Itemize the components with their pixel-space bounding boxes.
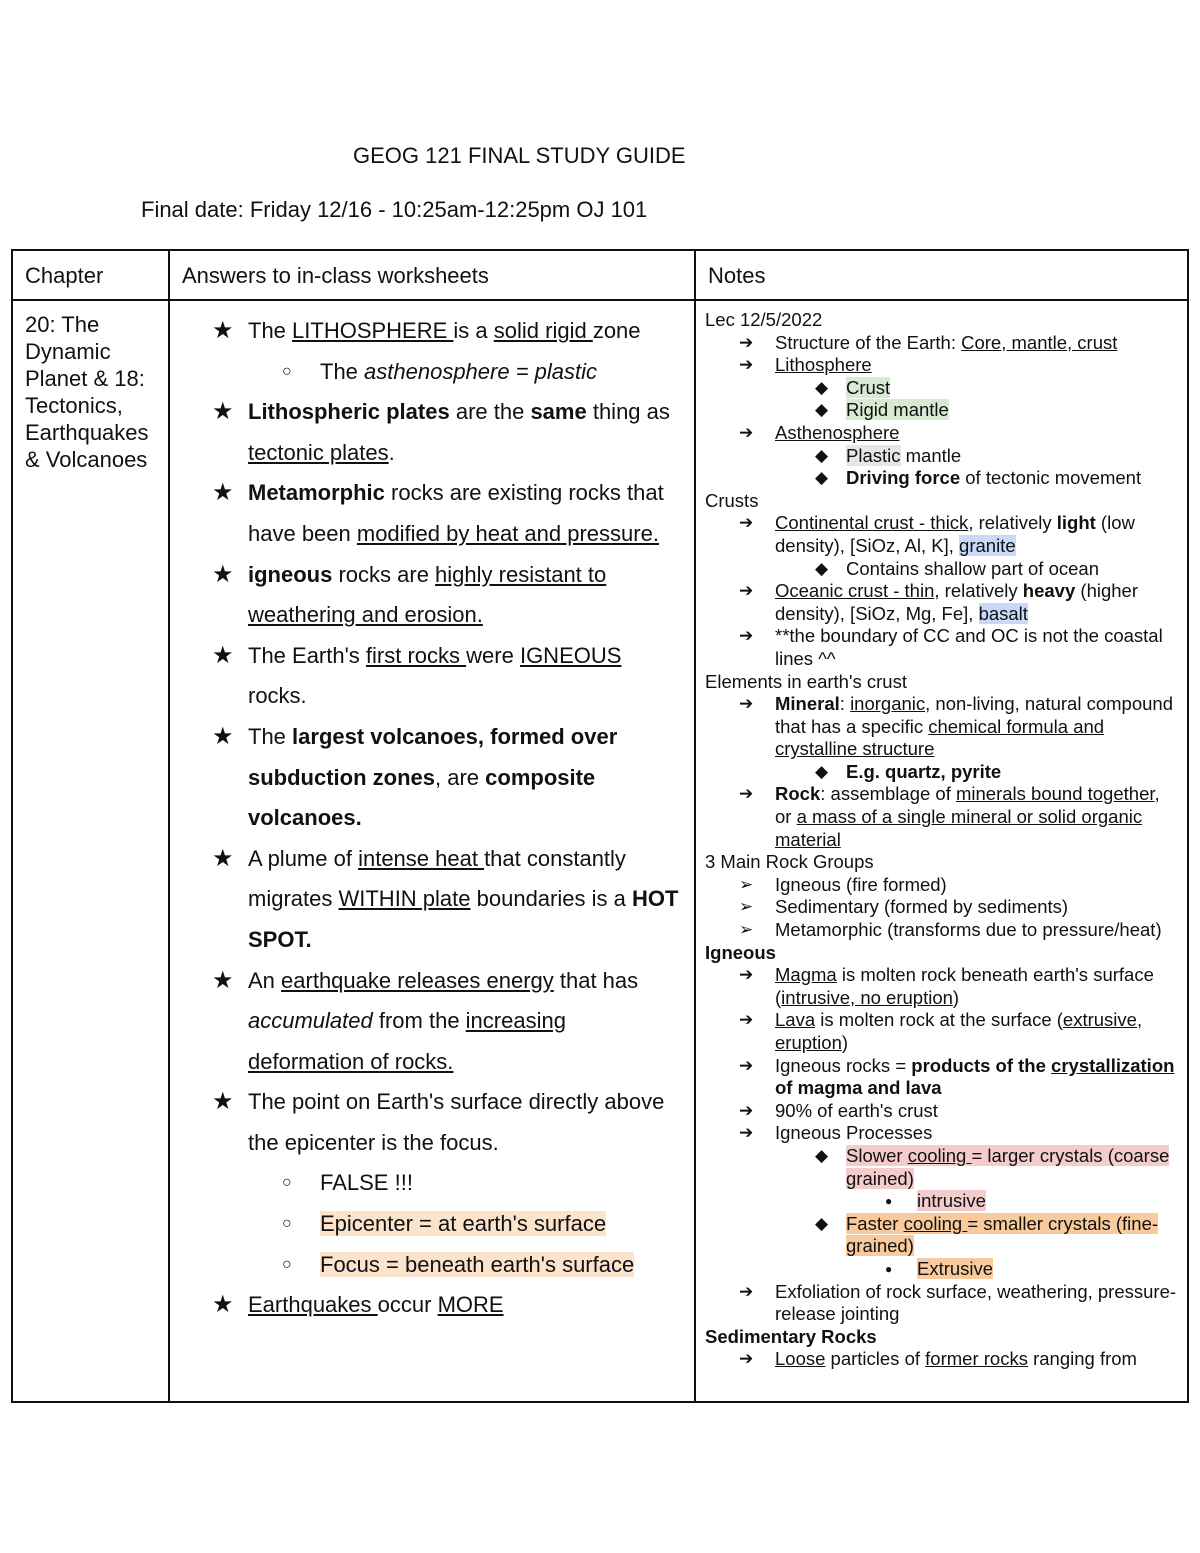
answer-first-rocks: ★ The Earth's first rocks were IGNEOUS rocks. xyxy=(170,636,684,717)
note-faster: ◆ Faster cooling = smaller crystals (fine-grained) xyxy=(705,1213,1181,1258)
note-sedimentary-heading: Sedimentary Rocks xyxy=(705,1325,877,1347)
note-loose: ➔ Loose particles of former rocks ranging from xyxy=(705,1348,1181,1371)
answer-false: ○ FALSE !!! xyxy=(170,1163,684,1204)
note-intrusive: ● intrusive xyxy=(705,1190,1181,1213)
note-slower: ◆ Slower cooling = larger crystals (coarse grained) xyxy=(705,1145,1181,1190)
answer-igneous: ★ igneous rocks are highly resistant to weathering and erosion. xyxy=(170,555,684,636)
chapter-text: 20: The Dynamic Planet & 18: Tectonics, Earthquakes & Volcanoes xyxy=(25,312,149,472)
note-structure: ➔ Structure of the Earth: Core, mantle, crust xyxy=(705,332,1181,355)
answer-focus: ★ The point on Earth's surface directly above the epicenter is the focus. xyxy=(170,1082,684,1163)
content-row xyxy=(12,300,1188,1402)
note-driving-force: ◆ Driving force of tectonic movement xyxy=(705,467,1181,490)
page-title: GEOG 121 FINAL STUDY GUIDE xyxy=(353,143,686,168)
answer-plates: ★ Lithospheric plates are the same thing as tectonic plates. xyxy=(170,392,684,473)
study-guide-table xyxy=(11,249,1189,1403)
note-oceanic: ➔ Oceanic crust - thin, relatively heavy (higher density), [SiOz, Mg, Fe], basalt xyxy=(705,580,1181,625)
note-exfoliation: ➔ Exfoliation of rock surface, weathering, pressure-release jointing xyxy=(705,1281,1181,1326)
note-lec: Lec 12/5/2022 xyxy=(705,309,823,330)
answer-epicenter: ○ Epicenter = at earth's surface xyxy=(170,1204,684,1245)
note-lithosphere: ➔ Lithosphere xyxy=(705,354,1181,377)
note-continental: ➔ Continental crust - thick, relatively light (low density), [SiOz, Al, K], granite xyxy=(705,512,1181,557)
note-group-metamorphic: ➢ Metamorphic (transforms due to pressure/heat) xyxy=(705,919,1181,942)
note-shallow: ◆ Contains shallow part of ocean xyxy=(705,558,1181,581)
note-extrusive: ● Extrusive xyxy=(705,1258,1181,1281)
note-asthenosphere: ➔ Asthenosphere xyxy=(705,422,1181,445)
notes-content xyxy=(696,301,1187,1371)
note-group-sedimentary: ➢ Sedimentary (formed by sediments) xyxy=(705,896,1181,919)
answer-focus-def: ○ Focus = beneath earth's surface xyxy=(170,1245,684,1286)
header-notes: Notes xyxy=(695,250,1188,300)
answer-volcanoes: ★ The largest volcanoes, formed over subduction zones, are composite volcanoes. xyxy=(170,717,684,839)
answers-cell xyxy=(169,300,695,1402)
note-mineral: ➔ Mineral: inorganic, non-living, natural compound that has a specific chemical formula and crystalline structure xyxy=(705,693,1181,761)
note-eg: ◆ E.g. quartz, pyrite xyxy=(705,761,1181,784)
notes-cell xyxy=(695,300,1188,1402)
answer-earthquakes-more: ★ Earthquakes occur MORE xyxy=(170,1285,684,1326)
note-crusts: Crusts xyxy=(705,489,759,511)
answer-metamorphic: ★ Metamorphic rocks are existing rocks that have been modified by heat and pressure. xyxy=(170,473,684,554)
note-plastic: ◆ Plastic mantle xyxy=(705,445,1181,468)
note-igneous-heading: Igneous xyxy=(705,941,776,963)
note-boundary: ➔ **the boundary of CC and OC is not the coastal lines ^^ xyxy=(705,625,1181,670)
note-magma: ➔ Magma is molten rock beneath earth's surface (intrusive, no eruption) xyxy=(705,964,1181,1009)
header-row xyxy=(12,250,1188,300)
header-answers: Answers to in-class worksheets xyxy=(169,250,695,300)
note-ninety: ➔ 90% of earth's crust xyxy=(705,1100,1181,1123)
answer-asthenosphere: ○ The asthenosphere = plastic xyxy=(170,352,684,393)
note-elements: Elements in earth's crust xyxy=(705,670,907,692)
note-rigid-mantle: ◆ Rigid mantle xyxy=(705,399,1181,422)
final-date: Final date: Friday 12/16 - 10:25am-12:25pm OJ 101 xyxy=(141,197,648,222)
answer-hot-spot: ★ A plume of intense heat that constantly migrates WITHIN plate boundaries is a HOT SPOT. xyxy=(170,839,684,961)
note-lava: ➔ Lava is molten rock at the surface (extrusive, eruption) xyxy=(705,1009,1181,1054)
answer-earthquake: ★ An earthquake releases energy that has accumulated from the increasing deformation of rocks. xyxy=(170,961,684,1083)
header-chapter: Chapter xyxy=(12,250,169,300)
note-processes: ➔ Igneous Processes xyxy=(705,1122,1181,1145)
note-crust: ◆ Crust xyxy=(705,377,1181,400)
answer-lithosphere: ★ The LITHOSPHERE is a solid rigid zone xyxy=(170,311,684,352)
note-igneous-rocks: ➔ Igneous rocks = products of the crystallization of magma and lava xyxy=(705,1055,1181,1100)
chapter-cell xyxy=(12,300,169,1402)
note-group-igneous: ➢ Igneous (fire formed) xyxy=(705,874,1181,897)
note-rock: ➔ Rock: assemblage of minerals bound together, or a mass of a single mineral or solid organic material xyxy=(705,783,1181,851)
answers-list xyxy=(170,301,694,1326)
note-groups: 3 Main Rock Groups xyxy=(705,851,874,873)
